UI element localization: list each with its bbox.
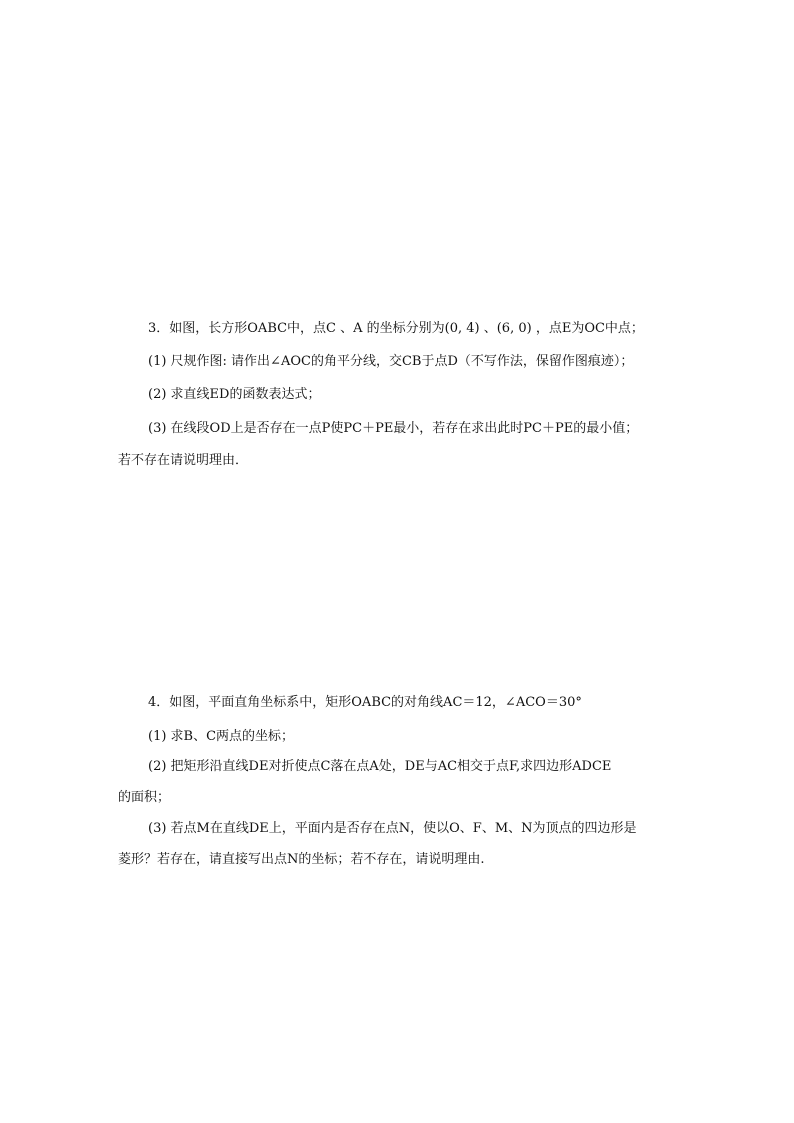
problem-3-part-2: (2) 求直线ED的函数表达式； <box>148 387 321 402</box>
problem-3-part-1: (1) 尺规作图: 请作出∠AOC的角平分线，交CB于点D（不写作法，保留作图痕迹）； <box>148 354 634 369</box>
problem-3-statement: 3．如图，长方形OABC中，点C 、A 的坐标分别为(0, 4) 、(6, 0) ，点E为OC中点； <box>148 321 644 336</box>
problem-4-part-3: (3) 若点M在直线DE上，平面内是否存在点N，使以O、F、M、N为顶点的四边形是 <box>148 821 637 836</box>
problem-4-part-2: (2) 把矩形沿直线DE对折使点C落在点A处，DE与AC相交于点F,求四边形ADCE <box>148 759 612 774</box>
problem-4-statement: 4．如图，平面直角坐标系中，矩形OABC的对角线AC＝12，∠ACO＝30° <box>148 695 582 710</box>
problem-3-part-3: (3) 在线段OD上是否存在一点P使PC＋PE最小，若存在求出此时PC＋PE的最小值； <box>148 421 639 436</box>
problem-4-part-1: (1) 求B、C两点的坐标； <box>148 729 295 744</box>
problem-4-part-3-continued: 菱形？若存在，请直接写出点N的坐标；若不存在，请说明理由. <box>118 852 485 867</box>
problem-4-part-2-continued: 的面积； <box>118 790 171 805</box>
problem-3-part-3-continued: 若不存在请说明理由． <box>118 453 249 468</box>
